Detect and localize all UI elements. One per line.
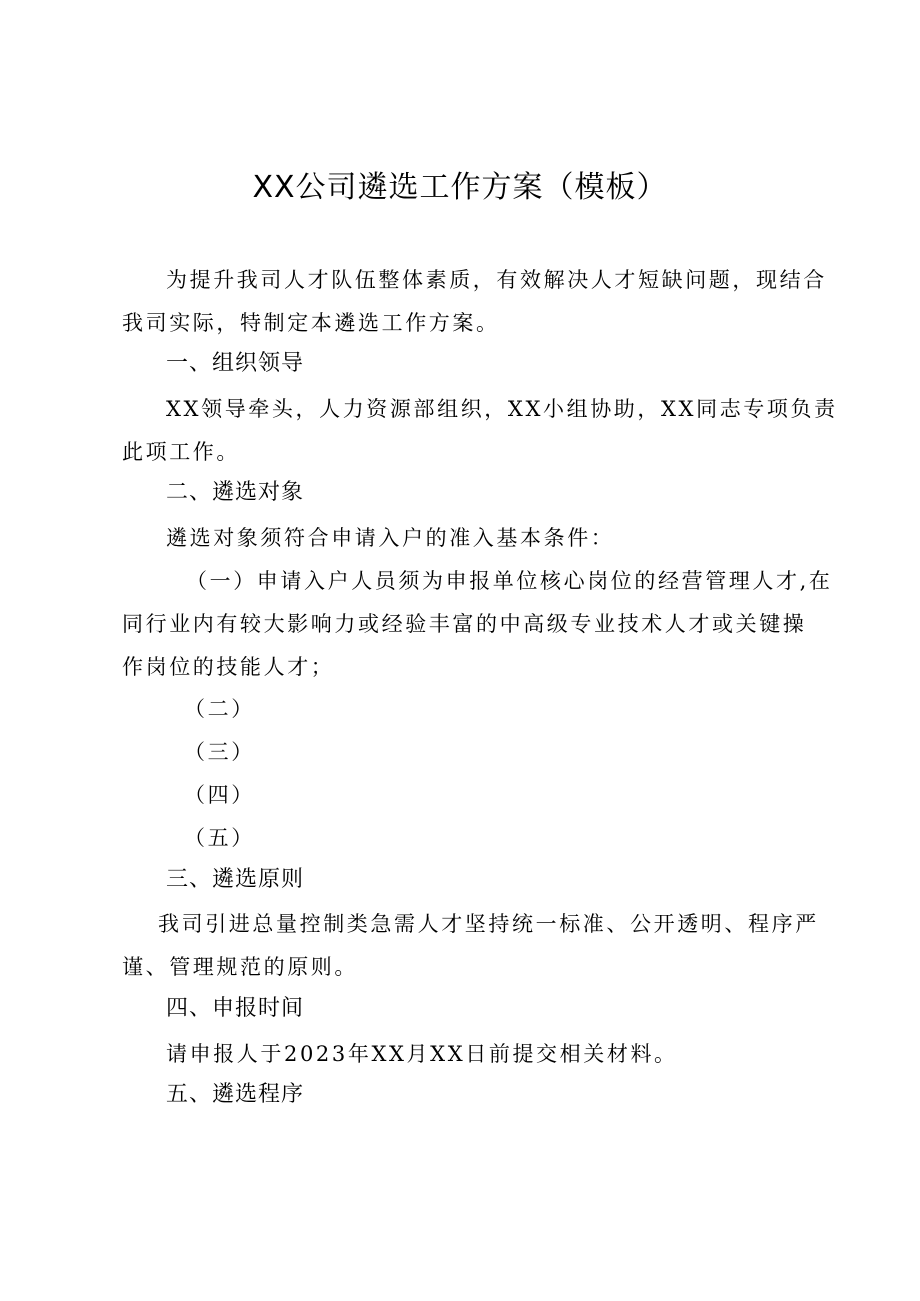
organization-line-1: XX领导牵头，人力资源部组织，XX小组协助，XX同志专项负责 xyxy=(166,397,838,421)
section-heading-principles: 三、遴选原则 xyxy=(166,867,305,892)
intro-paragraph xyxy=(122,259,827,345)
targets-lead: 遴选对象须符合申请入户的准入基本条件： xyxy=(166,526,615,550)
section-heading-procedure: 五、遴选程序 xyxy=(166,1082,305,1107)
targets-item-1 xyxy=(122,560,832,689)
section-heading-targets: 二、遴选对象 xyxy=(166,480,305,505)
principles-line-2: 谨、管理规范的原则。 xyxy=(122,955,358,979)
targets-item-2: （二） xyxy=(184,697,255,721)
targets-item-1-line-2: 同行业内有较大影响力或经验丰富的中高级专业技术人才或关键操 xyxy=(122,612,807,636)
principles-paragraph xyxy=(122,903,819,989)
intro-line-2: 我司实际，特制定本遴选工作方案。 xyxy=(122,311,500,335)
organization-line-2: 此项工作。 xyxy=(122,440,240,464)
targets-item-1-line-1: （一）申请入户人员须为申报单位核心岗位的经营管理人才,在 xyxy=(186,569,833,593)
organization-paragraph xyxy=(122,388,838,474)
targets-item-5: （五） xyxy=(184,826,255,850)
targets-item-4: （四） xyxy=(184,783,255,807)
document-title: XX公司遴选工作方案（模板） xyxy=(252,170,668,205)
section-heading-schedule: 四、申报时间 xyxy=(166,996,305,1021)
schedule-paragraph: 请申报人于2023年XX月XX日前提交相关材料。 xyxy=(166,1042,678,1066)
section-heading-organization: 一、组织领导 xyxy=(166,351,305,376)
targets-item-1-line-3: 作岗位的技能人才； xyxy=(122,655,335,679)
principles-line-1: 我司引进总量控制类急需人才坚持统一标准、公开透明、程序严 xyxy=(158,912,819,936)
intro-line-1: 为提升我司人才队伍整体素质，有效解决人才短缺问题，现结合 xyxy=(166,268,827,292)
targets-item-3: （三） xyxy=(184,740,255,764)
